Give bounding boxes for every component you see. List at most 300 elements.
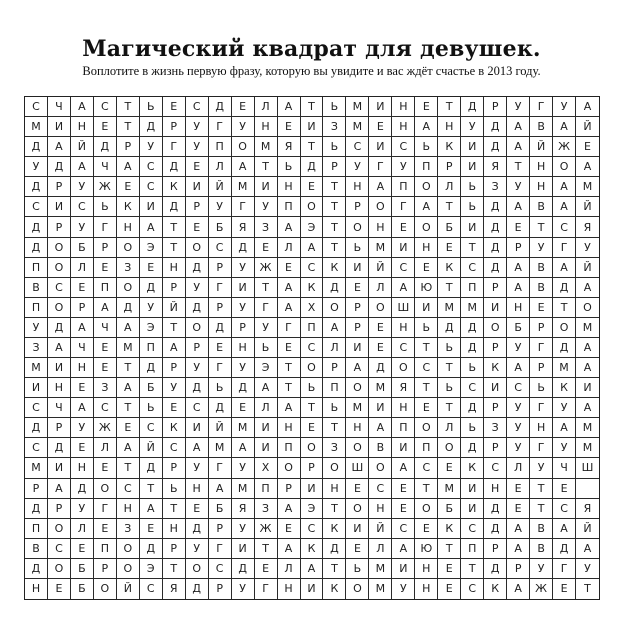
grid-cell: Г (94, 499, 117, 519)
grid-cell: А (576, 539, 599, 559)
grid-cell: Т (117, 458, 140, 478)
grid-cell: С (94, 97, 117, 117)
grid-cell: А (553, 177, 576, 197)
grid-cell: Ж (255, 519, 278, 539)
grid-cell: Ч (94, 318, 117, 338)
grid-cell: Е (415, 398, 438, 418)
grid-cell: Т (163, 217, 186, 237)
grid-cell: Т (278, 358, 301, 378)
grid-cell: Г (530, 398, 553, 418)
grid-cell: М (232, 177, 255, 197)
grid-cell: В (530, 197, 553, 217)
grid-cell: А (507, 258, 530, 278)
grid-cell: Т (530, 479, 553, 499)
grid-cell: Н (255, 117, 278, 137)
grid-cell: К (438, 258, 461, 278)
grid-cell: Я (484, 157, 507, 177)
grid-cell: О (553, 157, 576, 177)
grid-cell: И (392, 438, 415, 458)
grid-cell: Е (438, 559, 461, 579)
grid-cell: Г (255, 579, 278, 599)
grid-cell: В (530, 519, 553, 539)
grid-cell: О (117, 278, 140, 298)
grid-cell: Й (369, 519, 392, 539)
grid-cell: Д (484, 197, 507, 217)
grid-cell: И (48, 197, 71, 217)
grid-cell: О (323, 458, 346, 478)
grid-cell: Н (117, 217, 140, 237)
grid-cell: Т (323, 177, 346, 197)
grid-cell: Й (209, 418, 232, 438)
grid-cell: И (232, 539, 255, 559)
grid-cell: Н (186, 479, 209, 499)
grid-cell: А (278, 97, 301, 117)
grid-cell: Й (576, 117, 599, 137)
grid-cell: А (415, 117, 438, 137)
grid-cell: Э (301, 499, 324, 519)
grid-cell: Д (209, 318, 232, 338)
grid-cell: З (255, 499, 278, 519)
grid-cell: Т (163, 238, 186, 258)
grid-cell: Ь (461, 358, 484, 378)
grid-cell: А (278, 499, 301, 519)
grid-cell: У (232, 579, 255, 599)
grid-cell: О (48, 238, 71, 258)
grid-cell: А (507, 117, 530, 137)
grid-cell: И (461, 157, 484, 177)
grid-cell: Б (209, 499, 232, 519)
grid-cell: П (278, 438, 301, 458)
grid-cell: Н (71, 358, 94, 378)
grid-cell: С (301, 338, 324, 358)
grid-cell: Н (323, 479, 346, 499)
grid-cell: Е (186, 157, 209, 177)
grid-cell: Р (48, 499, 71, 519)
page-subtitle: Воплотите в жизнь первую фразу, которую вы увидите и вас ждёт счастье в 2013 году. (82, 64, 541, 78)
grid-cell: С (484, 458, 507, 478)
grid-cell: Б (71, 579, 94, 599)
grid-cell: Р (209, 258, 232, 278)
grid-cell: Д (140, 278, 163, 298)
grid-cell: Н (507, 298, 530, 318)
grid-cell: С (140, 418, 163, 438)
grid-cell: О (48, 519, 71, 539)
grid-cell: А (255, 378, 278, 398)
grid-cell: И (415, 298, 438, 318)
page-title: Магический квадрат для девушек. (82, 36, 541, 62)
grid-cell: А (392, 278, 415, 298)
grid-cell: Ш (576, 458, 599, 478)
grid-cell: М (369, 378, 392, 398)
grid-cell: Г (553, 238, 576, 258)
grid-cell: С (25, 398, 48, 418)
grid-cell: Ч (48, 97, 71, 117)
grid-cell: Б (209, 217, 232, 237)
grid-cell: С (461, 258, 484, 278)
grid-cell: Н (392, 117, 415, 137)
grid-cell: Й (140, 438, 163, 458)
grid-cell: О (415, 499, 438, 519)
grid-cell: Д (140, 117, 163, 137)
grid-cell: И (484, 298, 507, 318)
grid-cell: С (48, 278, 71, 298)
grid-cell: О (301, 358, 324, 378)
grid-cell: Е (346, 278, 369, 298)
grid-cell: Т (117, 97, 140, 117)
grid-cell: У (232, 519, 255, 539)
grid-cell: Е (163, 97, 186, 117)
grid-cell: А (48, 338, 71, 358)
grid-cell: Т (117, 358, 140, 378)
grid-cell: И (392, 238, 415, 258)
grid-cell: И (232, 278, 255, 298)
grid-cell: К (117, 197, 140, 217)
grid-cell: И (461, 479, 484, 499)
grid-cell: Н (392, 398, 415, 418)
grid-cell: О (369, 458, 392, 478)
grid-cell: Й (530, 137, 553, 157)
grid-cell: Ь (323, 398, 346, 418)
grid-cell: Н (232, 338, 255, 358)
grid-cell: С (163, 438, 186, 458)
grid-cell: Е (278, 519, 301, 539)
grid-cell: М (553, 358, 576, 378)
grid-cell: Р (71, 298, 94, 318)
grid-cell: Д (117, 298, 140, 318)
grid-cell: И (186, 418, 209, 438)
grid-cell: А (48, 137, 71, 157)
grid-cell: Д (553, 278, 576, 298)
grid-cell: Е (530, 298, 553, 318)
grid-cell: А (507, 197, 530, 217)
grid-cell: Б (507, 318, 530, 338)
grid-cell: М (461, 298, 484, 318)
grid-cell: Н (278, 177, 301, 197)
grid-cell: У (553, 398, 576, 418)
grid-cell: И (48, 117, 71, 137)
grid-cell: Т (323, 197, 346, 217)
grid-cell: М (346, 97, 369, 117)
grid-cell: Ь (278, 157, 301, 177)
grid-cell: Е (71, 278, 94, 298)
grid-cell: Л (369, 278, 392, 298)
grid-cell: Ь (461, 177, 484, 197)
grid-cell: Р (530, 358, 553, 378)
grid-cell: М (438, 298, 461, 318)
grid-cell: П (25, 519, 48, 539)
grid-cell: Ж (94, 418, 117, 438)
grid-cell: Э (140, 238, 163, 258)
grid-cell: Р (484, 278, 507, 298)
grid-cell: Д (186, 298, 209, 318)
grid-cell: Т (255, 278, 278, 298)
grid-cell: С (301, 258, 324, 278)
grid-cell: И (461, 217, 484, 237)
grid-cell: С (117, 479, 140, 499)
grid-cell: Я (278, 137, 301, 157)
grid-cell: Н (415, 559, 438, 579)
grid-cell: Е (71, 378, 94, 398)
grid-cell: О (48, 298, 71, 318)
grid-cell: У (232, 298, 255, 318)
grid-cell: Г (530, 438, 553, 458)
grid-cell: С (392, 258, 415, 278)
grid-cell: А (140, 499, 163, 519)
grid-cell: А (507, 519, 530, 539)
grid-cell: А (140, 217, 163, 237)
grid-cell: Л (438, 177, 461, 197)
grid-cell: Н (438, 117, 461, 137)
grid-cell: В (369, 438, 392, 458)
grid-cell: С (140, 157, 163, 177)
grid-cell: Е (392, 499, 415, 519)
grid-cell: А (369, 177, 392, 197)
grid-cell: О (576, 298, 599, 318)
grid-cell: Р (186, 338, 209, 358)
grid-cell: А (323, 318, 346, 338)
grid-cell: У (507, 177, 530, 197)
grid-cell: Е (346, 539, 369, 559)
grid-cell: Р (530, 318, 553, 338)
grid-cell: И (461, 499, 484, 519)
grid-cell: О (369, 197, 392, 217)
grid-cell: О (346, 378, 369, 398)
grid-cell: З (484, 418, 507, 438)
grid-cell: Л (323, 338, 346, 358)
grid-cell: А (117, 157, 140, 177)
grid-cell: С (553, 499, 576, 519)
grid-cell: О (94, 579, 117, 599)
grid-cell: К (484, 579, 507, 599)
grid-cell: Е (369, 117, 392, 137)
grid-cell: З (255, 217, 278, 237)
grid-cell: Б (140, 378, 163, 398)
grid-cell: А (346, 358, 369, 378)
grid-cell: Д (484, 559, 507, 579)
grid-cell: М (117, 338, 140, 358)
grid-cell: И (140, 197, 163, 217)
grid-cell: Е (278, 258, 301, 278)
grid-cell: И (255, 438, 278, 458)
grid-cell: Н (71, 458, 94, 478)
grid-cell: Д (484, 499, 507, 519)
grid-cell: О (117, 539, 140, 559)
grid-cell: Ь (323, 137, 346, 157)
grid-cell: Э (140, 318, 163, 338)
grid-cell: Е (117, 418, 140, 438)
grid-cell: С (553, 217, 576, 237)
grid-cell: Г (255, 298, 278, 318)
grid-cell: И (369, 398, 392, 418)
grid-cell: Ь (323, 97, 346, 117)
grid-cell: В (530, 539, 553, 559)
grid-cell: П (25, 298, 48, 318)
grid-cell: Я (576, 499, 599, 519)
grid-cell: Д (25, 559, 48, 579)
grid-cell: Т (438, 197, 461, 217)
grid-cell: И (186, 177, 209, 197)
grid-cell: Р (484, 539, 507, 559)
grid-cell: Р (484, 97, 507, 117)
grid-cell: Г (209, 278, 232, 298)
grid-cell: А (369, 418, 392, 438)
grid-cell: Ь (140, 97, 163, 117)
grid-cell: Д (484, 519, 507, 539)
grid-cell: Д (186, 519, 209, 539)
grid-cell: Н (71, 117, 94, 137)
grid-cell: И (301, 117, 324, 137)
grid-cell: У (576, 238, 599, 258)
grid-cell: Е (209, 338, 232, 358)
grid-cell: Б (438, 499, 461, 519)
grid-cell: Т (530, 499, 553, 519)
grid-cell: Е (163, 398, 186, 418)
grid-cell: Е (278, 117, 301, 137)
grid-cell: К (301, 278, 324, 298)
grid-cell: А (278, 298, 301, 318)
grid-cell: Г (530, 338, 553, 358)
grid-cell: У (507, 438, 530, 458)
grid-cell: Д (484, 238, 507, 258)
grid-cell: У (507, 97, 530, 117)
grid-cell: Ч (553, 458, 576, 478)
grid-cell: С (392, 137, 415, 157)
grid-cell: А (507, 579, 530, 599)
grid-cell: А (507, 358, 530, 378)
grid-cell: Р (163, 358, 186, 378)
grid-cell: Г (209, 358, 232, 378)
grid-cell: М (25, 358, 48, 378)
grid-cell: К (484, 358, 507, 378)
grid-cell: О (484, 318, 507, 338)
grid-cell: П (301, 318, 324, 338)
grid-cell: Р (232, 318, 255, 338)
grid-cell: Е (278, 338, 301, 358)
grid-cell: У (507, 338, 530, 358)
grid-cell: Г (232, 197, 255, 217)
grid-cell: С (369, 479, 392, 499)
grid-cell: П (415, 438, 438, 458)
grid-cell: О (117, 238, 140, 258)
grid-cell: Д (232, 378, 255, 398)
grid-cell: З (117, 258, 140, 278)
grid-cell: Ь (255, 338, 278, 358)
grid-cell: Ь (461, 197, 484, 217)
grid-cell: Д (25, 418, 48, 438)
grid-cell: С (415, 458, 438, 478)
grid-cell: Д (232, 559, 255, 579)
grid-cell: Т (438, 398, 461, 418)
grid-cell: И (576, 378, 599, 398)
grid-cell: Т (507, 157, 530, 177)
grid-cell: А (117, 318, 140, 338)
grid-cell: Ш (346, 458, 369, 478)
grid-cell: Е (415, 258, 438, 278)
grid-cell: Б (71, 238, 94, 258)
grid-cell: У (186, 117, 209, 137)
grid-cell: Л (71, 258, 94, 278)
grid-cell: Т (323, 559, 346, 579)
grid-cell: Л (507, 458, 530, 478)
grid-cell: Д (140, 539, 163, 559)
grid-cell: И (461, 137, 484, 157)
grid-cell: А (278, 398, 301, 418)
grid-cell: У (232, 258, 255, 278)
grid-cell: П (278, 197, 301, 217)
grid-cell: З (484, 177, 507, 197)
grid-cell: Ь (346, 559, 369, 579)
grid-cell: Р (48, 177, 71, 197)
grid-cell: Ь (415, 137, 438, 157)
grid-cell: Р (163, 539, 186, 559)
grid-cell: Р (186, 197, 209, 217)
grid-cell: Д (140, 458, 163, 478)
grid-cell: Д (209, 398, 232, 418)
grid-cell: И (255, 418, 278, 438)
grid-cell: П (461, 539, 484, 559)
grid-cell: Е (507, 217, 530, 237)
grid-cell: Ж (255, 258, 278, 278)
grid-cell: Е (438, 238, 461, 258)
grid-cell: Т (323, 418, 346, 438)
grid-cell: У (507, 418, 530, 438)
grid-cell: Ю (415, 278, 438, 298)
grid-cell: Р (163, 278, 186, 298)
grid-cell: П (25, 258, 48, 278)
grid-cell: У (553, 97, 576, 117)
grid-cell: У (530, 238, 553, 258)
grid-cell: О (278, 458, 301, 478)
grid-cell: А (301, 238, 324, 258)
grid-cell: И (369, 137, 392, 157)
grid-cell: Н (530, 418, 553, 438)
grid-cell: Й (576, 519, 599, 539)
grid-cell: Л (94, 438, 117, 458)
grid-cell: И (301, 579, 324, 599)
grid-cell: У (71, 499, 94, 519)
grid-cell: А (553, 258, 576, 278)
grid-cell: Т (553, 298, 576, 318)
grid-cell: Л (438, 418, 461, 438)
grid-cell: С (140, 579, 163, 599)
grid-cell: Д (461, 338, 484, 358)
grid-cell: Х (301, 298, 324, 318)
grid-cell: А (94, 298, 117, 318)
grid-cell: Е (140, 258, 163, 278)
grid-cell: Д (484, 258, 507, 278)
grid-cell (576, 479, 599, 499)
grid-cell: Г (163, 137, 186, 157)
grid-cell: У (346, 157, 369, 177)
grid-cell: К (553, 378, 576, 398)
grid-cell: С (71, 197, 94, 217)
grid-cell: Д (232, 238, 255, 258)
grid-cell: А (71, 398, 94, 418)
grid-cell: С (94, 398, 117, 418)
grid-cell: У (163, 378, 186, 398)
grid-cell: Г (369, 157, 392, 177)
grid-cell: К (163, 418, 186, 438)
grid-cell: Д (484, 117, 507, 137)
grid-cell: Е (94, 258, 117, 278)
grid-cell: О (346, 438, 369, 458)
grid-cell: Д (553, 338, 576, 358)
grid-cell: У (553, 438, 576, 458)
grid-cell: Е (392, 217, 415, 237)
grid-cell: С (415, 358, 438, 378)
grid-cell: Я (163, 579, 186, 599)
grid-cell: Ж (94, 177, 117, 197)
